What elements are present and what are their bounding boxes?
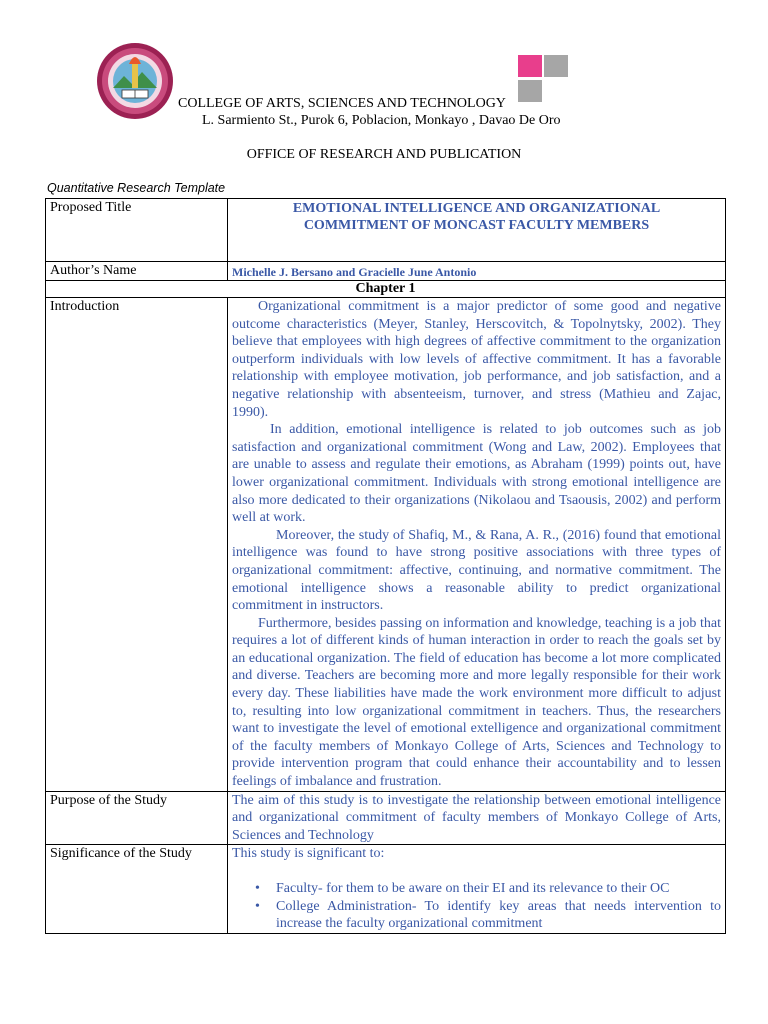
author-names: Michelle J. Bersano and Gracielle June Antonio: [232, 265, 477, 279]
author-row: [46, 262, 726, 281]
author-label: Author’s Name: [46, 262, 228, 281]
purpose-row: [46, 791, 726, 845]
author-cell: [228, 262, 726, 281]
chapter-row: [46, 281, 726, 298]
college-name: COLLEGE OF ARTS, SCIENCES AND TECHNOLOGY: [178, 96, 506, 111]
bullet-icon: •: [255, 898, 260, 914]
purpose-label: Purpose of the Study: [46, 791, 228, 845]
list-item: • College Administration- To identify key areas that needs intervention to increase the faculty organizational commitment: [255, 898, 721, 932]
introduction-label: Introduction: [46, 298, 228, 792]
bullet-icon: •: [255, 881, 260, 896]
title-line-2: COMMITMENT OF MONCAST FACULTY MEMBERS: [303, 218, 650, 233]
significance-cell: [228, 845, 726, 933]
introduction-row: [46, 298, 726, 792]
title-line-1: EMOTIONAL INTELLIGENCE AND ORGANIZATIONAL: [292, 201, 661, 216]
intro-paragraph-1: Organizational commitment is a major predictor of some good and negative outcome characteristics (Meyer, Stanley, Herscovitch, & Topolnytsky, 2002). They believe that employees with high degrees of affective commitment to the organization outperform individuals with low levels of affective commitment. It has a favorable relationship with employee motivation, job performance, and job satisfaction, and a negative relationship with absenteeism, turnover, and stress (Mathieu and Zajac, 1990).: [232, 299, 721, 420]
significance-label: Significance of the Study: [46, 845, 228, 933]
significance-row: [46, 845, 726, 933]
purpose-cell: [228, 791, 726, 845]
title-label: Proposed Title: [46, 199, 228, 262]
chapter-heading: Chapter 1: [46, 281, 726, 298]
significance-intro: This study is significant to:: [232, 846, 385, 862]
college-seal-icon: [96, 42, 174, 120]
college-address: L. Sarmiento St., Purok 6, Poblacion, Monkayo , Davao De Oro: [202, 113, 561, 128]
template-label: Quantitative Research Template: [47, 181, 226, 195]
title-cell: [228, 199, 726, 262]
office-title: OFFICE OF RESEARCH AND PUBLICATION: [246, 147, 522, 162]
significance-list: [232, 880, 721, 933]
intro-paragraph-3: Moreover, the study of Shafiq, M., & Rana, A. R., (2016) found that emotional intelligence was found to have strong positive associations with three types of organizational commitment: affective, continuing, and normative commitment. The emotional intelligence shows a reasonable ability to predict organizational commitment in instructors.: [232, 527, 721, 614]
list-item: • Faculty- for them to be aware on their EI and its relevance to their OC: [255, 881, 670, 896]
introduction-cell: [228, 298, 726, 792]
intro-paragraph-2: In addition, emotional intelligence is related to job outcomes such as job satisfaction and organizational commitment (Wong and Law, 2002). Employees that are unable to assess and regulate their emotions, as Abraham (1999) points out, have lower organizational commitment. Individuals with strong emotional intelligence are also more dedicated to their organizations (Nikolaou and Tsaousis, 2002) and perform well at work.: [232, 422, 721, 526]
title-row: [46, 199, 726, 262]
intro-paragraph-4: Furthermore, besides passing on information and knowledge, teaching is a job that requires a lot of different kinds of human interaction in order to reach the goals set by an educational organization. The field of education has become a lot more complicated and diverse. Teachers are becoming more and more legally responsible for their work every day. These liabilities have made the work environment more difficult to adjust to, resulting into low organizational commitment in teachers. Thus, the researchers want to investigate the level of emotional extelligence and organizational commitment of the faculty members of Monkayo College of Arts, Sciences and Technology to provide intervention program that could enhance their accountability and to lessen feelings of imbalance and frustration.: [232, 615, 721, 790]
research-template-table: [45, 198, 726, 934]
proposed-title: [232, 199, 721, 261]
purpose-text: The aim of this study is to investigate the relationship between emotional intelligence and organizational commitment of faculty members of Monkayo College of Arts, Sciences and Technology: [232, 792, 721, 843]
